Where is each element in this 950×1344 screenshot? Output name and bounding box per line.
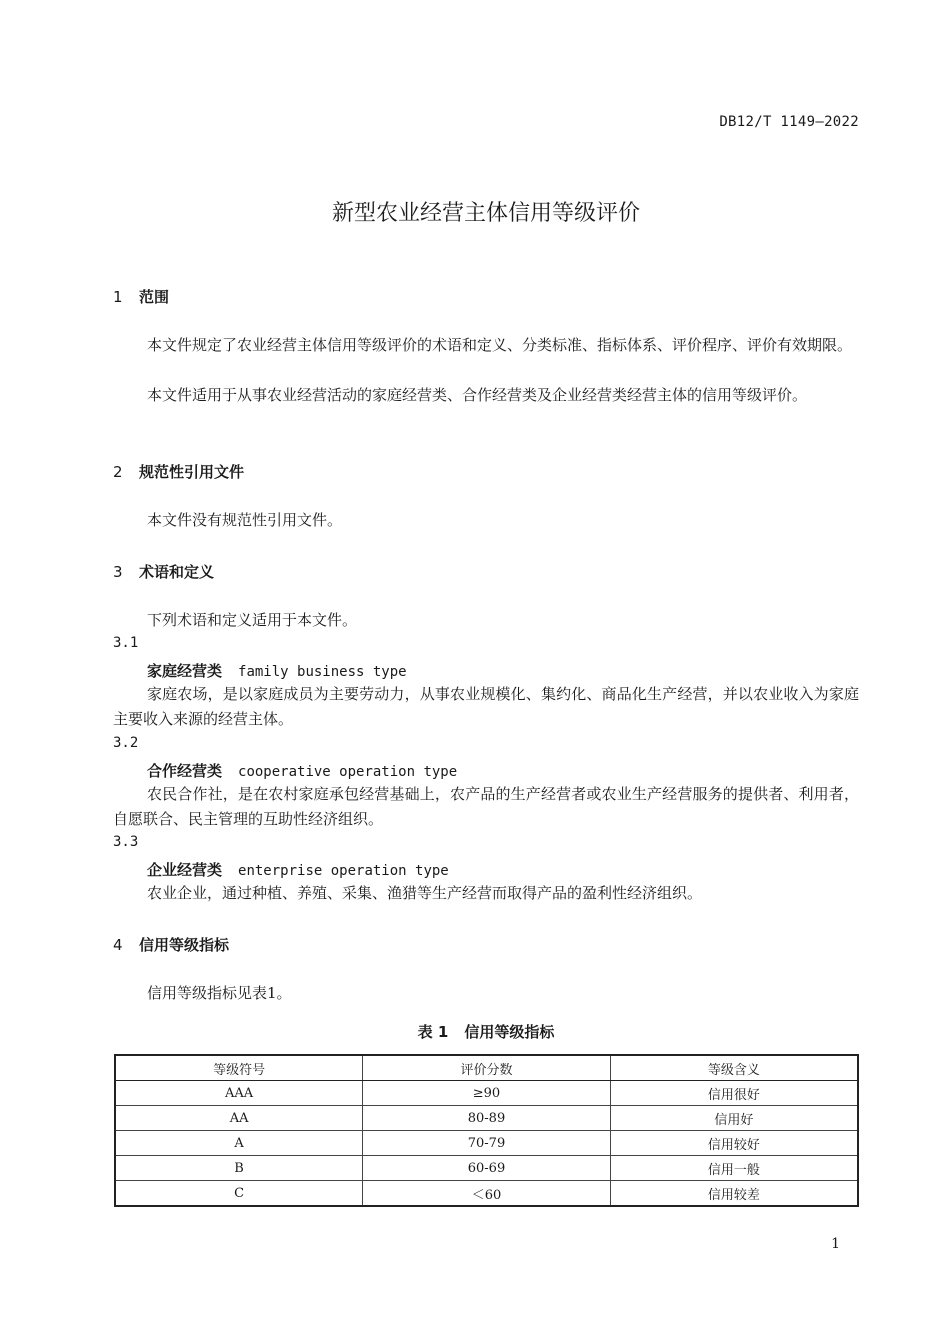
meaning-cell: 信用很好: [610, 1081, 858, 1106]
meaning-cell: 信用好: [610, 1106, 858, 1131]
score-cell: 60-69: [363, 1156, 611, 1181]
header-meaning: 等级含义: [610, 1055, 858, 1081]
section-title: 规范性引用文件: [139, 463, 245, 481]
section-number: 3: [113, 563, 123, 581]
term-english: cooperative operation type: [238, 764, 458, 780]
table-row: [115, 1131, 858, 1156]
grade-symbol-cell: A: [115, 1131, 363, 1156]
table-row: [115, 1181, 858, 1207]
term-number: 3.3: [113, 834, 139, 850]
term-definition: 农民合作社，是在农村家庭承包经营基础上，农产品的生产经营者或农业生产经营服务的提供者、利用者，自愿联合、民主管理的互助性经济组织。: [113, 785, 859, 828]
term-heading: [113, 760, 893, 781]
score-cell: 70-79: [363, 1131, 611, 1156]
grade-symbol-cell: B: [115, 1156, 363, 1181]
standard-code: DB12/T 1149—2022: [719, 114, 859, 130]
scope-paragraph-1: 本文件规定了农业经营主体信用等级评价的术语和定义、分类标准、指标体系、评价程序、评价有效期限。: [147, 336, 853, 354]
term-english: enterprise operation type: [238, 863, 449, 879]
term-chinese: 合作经营类: [147, 762, 223, 780]
term-heading: [113, 660, 893, 681]
term-chinese: 家庭经营类: [147, 662, 223, 680]
term-english: family business type: [238, 664, 407, 680]
table-row: [115, 1081, 858, 1106]
section-4-heading: [113, 934, 859, 955]
term-definition: 家庭农场，是以家庭成员为主要劳动力，从事农业规模化、集约化、商品化生产经营，并以农业收入为家庭主要收入来源的经营主体。: [113, 685, 859, 728]
meaning-cell: 信用较好: [610, 1131, 858, 1156]
term-number: 3.2: [113, 735, 139, 751]
grade-symbol-cell: C: [115, 1181, 363, 1207]
section-1-heading: [113, 286, 859, 307]
page-number: 1: [831, 1236, 840, 1252]
term-number: 3.1: [113, 635, 139, 651]
scope-paragraph-2: 本文件适用于从事农业经营活动的家庭经营类、合作经营类及企业经营类经营主体的信用等级评价。: [147, 386, 808, 404]
table-row: [115, 1156, 858, 1181]
term-heading: [113, 859, 893, 880]
score-cell: ≥90: [363, 1081, 611, 1106]
document-title: 新型农业经营主体信用等级评价: [331, 201, 640, 226]
section-number: 2: [113, 463, 123, 481]
header-score: 评价分数: [363, 1055, 611, 1081]
table-caption-number: 表 1: [417, 1023, 449, 1041]
section-title: 范围: [139, 288, 170, 306]
meaning-cell: 信用一般: [610, 1156, 858, 1181]
table-caption: [0, 1021, 950, 1042]
term-definition: 农业企业，通过种植、养殖、采集、渔猎等生产经营而取得产品的盈利性经济组织。: [147, 884, 703, 902]
terms-intro-paragraph: 下列术语和定义适用于本文件。: [147, 611, 358, 629]
credit-grade-table: [114, 1054, 859, 1207]
grade-symbol-cell: AAA: [115, 1081, 363, 1106]
section-3-heading: [113, 561, 859, 582]
score-cell: 80-89: [363, 1106, 611, 1131]
section-number: 4: [113, 936, 123, 954]
table-row: [115, 1106, 858, 1131]
meaning-cell: 信用较差: [610, 1181, 858, 1207]
section-number: 1: [113, 288, 123, 306]
section-title: 信用等级指标: [139, 936, 230, 954]
section-title: 术语和定义: [139, 563, 215, 581]
table-caption-title: 信用等级指标: [464, 1023, 555, 1041]
credit-index-paragraph: 信用等级指标见表1。: [147, 984, 292, 1002]
term-chinese: 企业经营类: [147, 861, 223, 879]
section-2-heading: [113, 461, 859, 482]
header-grade-symbol: 等级符号: [115, 1055, 363, 1081]
score-cell: ＜60: [363, 1181, 611, 1207]
grade-symbol-cell: AA: [115, 1106, 363, 1131]
table-header-row: [115, 1055, 858, 1081]
normative-references-paragraph: 本文件没有规范性引用文件。: [147, 511, 343, 529]
